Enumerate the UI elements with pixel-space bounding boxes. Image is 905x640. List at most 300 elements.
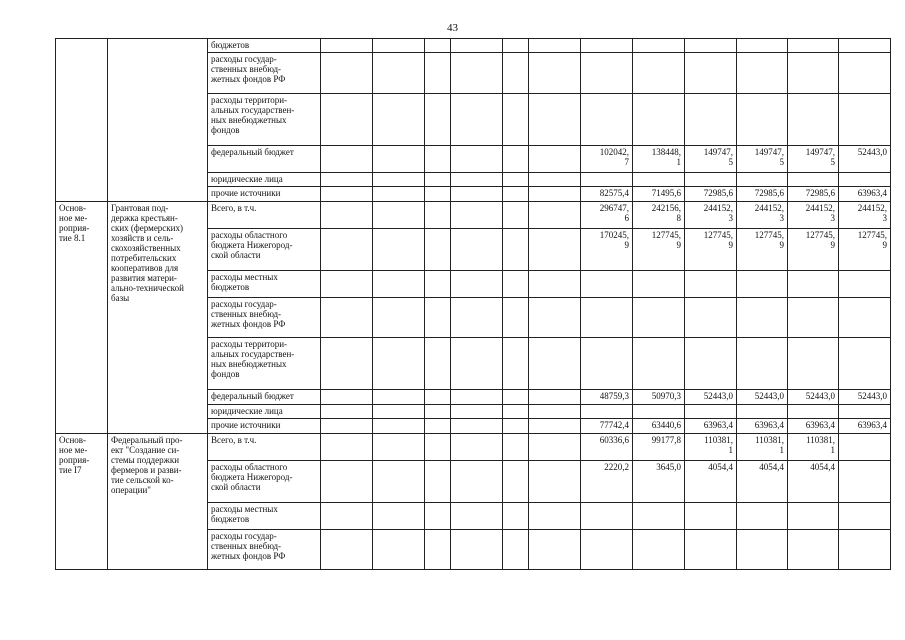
value-cell	[425, 405, 451, 419]
value-cell	[788, 419, 839, 434]
value-cell	[685, 94, 737, 146]
value-cell	[321, 229, 373, 271]
value-cell	[737, 405, 788, 419]
value-cell	[685, 461, 737, 503]
value-cell	[633, 419, 685, 434]
value-cell	[529, 298, 581, 338]
funding-source-label: расходы областного бюджета Нижегород- ской области	[211, 462, 293, 492]
value-cell	[788, 461, 839, 503]
value-cell	[503, 530, 529, 570]
value-cell	[581, 503, 633, 530]
value-cell	[839, 94, 891, 146]
funding-source-label: бюджетов	[211, 40, 250, 50]
value-cell	[451, 405, 503, 419]
value-cell	[321, 461, 373, 503]
value-text: 4054,4	[708, 462, 733, 472]
value-cell	[529, 390, 581, 405]
funding-source-cell	[208, 173, 321, 187]
value-text: 71495,6	[651, 188, 681, 198]
value-cell	[685, 530, 737, 570]
value-cell	[788, 146, 839, 173]
value-cell	[737, 202, 788, 229]
value-cell	[503, 503, 529, 530]
value-cell	[633, 338, 685, 390]
value-text: 72985,6	[703, 188, 733, 198]
value-text: 63963,4	[857, 420, 887, 430]
value-text: 77742,4	[599, 420, 629, 430]
value-text: 99177,8	[651, 435, 681, 445]
value-text: 2220,2	[604, 462, 629, 472]
value-cell	[788, 39, 839, 53]
value-text: 110381, 1	[755, 435, 784, 455]
value-text: 242156, 8	[651, 203, 681, 223]
value-text: 63963,4	[754, 420, 784, 430]
value-cell	[529, 530, 581, 570]
value-text: 244152, 3	[857, 203, 887, 223]
value-cell	[685, 434, 737, 461]
measure-title-cell	[108, 202, 208, 434]
value-text: 72985,6	[754, 188, 784, 198]
value-text: 127745, 9	[857, 230, 887, 250]
value-cell	[451, 146, 503, 173]
value-cell	[321, 146, 373, 173]
measure-title-cell	[108, 39, 208, 202]
value-cell	[451, 229, 503, 271]
value-cell	[373, 338, 425, 390]
value-cell	[373, 173, 425, 187]
value-cell	[788, 503, 839, 530]
value-cell	[373, 39, 425, 53]
value-cell	[425, 419, 451, 434]
value-text: 52443,0	[805, 391, 835, 401]
value-cell	[451, 173, 503, 187]
funding-source-cell	[208, 338, 321, 390]
value-cell	[451, 187, 503, 202]
funding-source-cell	[208, 530, 321, 570]
value-cell	[373, 503, 425, 530]
value-cell	[503, 298, 529, 338]
value-cell	[737, 94, 788, 146]
value-text: 110381, 1	[806, 435, 835, 455]
value-text: 296747, 6	[599, 203, 629, 223]
value-text: 244152, 3	[805, 203, 835, 223]
funding-source-label: юридические лица	[211, 406, 283, 416]
value-cell	[529, 434, 581, 461]
value-cell	[321, 271, 373, 298]
value-cell	[321, 419, 373, 434]
value-text: 48759,3	[599, 391, 629, 401]
value-cell	[633, 94, 685, 146]
value-cell	[581, 271, 633, 298]
value-cell	[633, 461, 685, 503]
value-text: 4054,4	[810, 462, 835, 472]
value-cell	[503, 187, 529, 202]
value-text: 63440,6	[651, 420, 681, 430]
value-cell	[737, 146, 788, 173]
value-cell	[788, 173, 839, 187]
value-text: 4054,4	[759, 462, 784, 472]
value-cell	[503, 461, 529, 503]
measure-title-cell	[108, 434, 208, 570]
value-cell	[788, 298, 839, 338]
value-cell	[321, 94, 373, 146]
value-cell	[839, 146, 891, 173]
value-cell	[451, 53, 503, 94]
value-cell	[373, 187, 425, 202]
funding-source-cell	[208, 298, 321, 338]
measure-label: Основ- ное ме- роприя- тие I7	[59, 435, 90, 475]
value-cell	[633, 271, 685, 298]
value-cell	[529, 503, 581, 530]
value-cell	[581, 53, 633, 94]
value-cell	[321, 503, 373, 530]
value-cell	[581, 461, 633, 503]
value-cell	[451, 94, 503, 146]
value-cell	[529, 146, 581, 173]
value-cell	[451, 338, 503, 390]
value-cell	[633, 53, 685, 94]
value-cell	[425, 271, 451, 298]
value-cell	[737, 298, 788, 338]
value-cell	[788, 390, 839, 405]
value-cell	[685, 39, 737, 53]
value-cell	[451, 434, 503, 461]
value-cell	[788, 405, 839, 419]
value-cell	[737, 530, 788, 570]
value-cell	[451, 39, 503, 53]
funding-source-label: прочие источники	[211, 420, 281, 430]
value-cell	[503, 173, 529, 187]
funding-source-label: расходы местных бюджетов	[211, 272, 278, 292]
value-cell	[321, 53, 373, 94]
value-cell	[321, 202, 373, 229]
value-cell	[788, 202, 839, 229]
value-cell	[633, 530, 685, 570]
value-cell	[685, 298, 737, 338]
value-cell	[503, 53, 529, 94]
funding-source-label: Всего, в т.ч.	[211, 435, 257, 445]
value-cell	[633, 187, 685, 202]
funding-source-cell	[208, 229, 321, 271]
measure-title: Федеральный про- ект "Создание си- стемы поддержки фермеров и разви- тие сельской ко- операции"	[111, 435, 183, 495]
value-cell	[581, 173, 633, 187]
value-cell	[529, 202, 581, 229]
value-cell	[529, 39, 581, 53]
measure-label: Основ- ное ме- роприя- тие 8.1	[59, 203, 90, 243]
value-cell	[373, 405, 425, 419]
value-cell	[839, 271, 891, 298]
table-row	[56, 434, 891, 461]
value-cell	[425, 187, 451, 202]
value-cell	[503, 202, 529, 229]
value-cell	[737, 434, 788, 461]
value-cell	[685, 271, 737, 298]
value-cell	[633, 390, 685, 405]
value-cell	[685, 405, 737, 419]
value-cell	[529, 94, 581, 146]
value-cell	[737, 53, 788, 94]
value-cell	[321, 338, 373, 390]
value-cell	[581, 187, 633, 202]
value-cell	[839, 338, 891, 390]
value-cell	[685, 338, 737, 390]
value-text: 3645,0	[656, 462, 681, 472]
value-cell	[737, 229, 788, 271]
budget-table	[55, 38, 891, 570]
value-text: 63963,4	[857, 188, 887, 198]
value-cell	[581, 146, 633, 173]
value-cell	[321, 434, 373, 461]
value-cell	[451, 419, 503, 434]
value-cell	[503, 271, 529, 298]
value-cell	[373, 229, 425, 271]
value-text: 102042, 7	[599, 147, 629, 167]
value-cell	[839, 503, 891, 530]
value-cell	[581, 94, 633, 146]
value-cell	[788, 53, 839, 94]
value-cell	[839, 419, 891, 434]
table-row	[56, 39, 891, 53]
funding-source-label: расходы государ- ственных внебюд- жетных фондов РФ	[211, 299, 286, 329]
value-text: 149747, 5	[754, 147, 784, 167]
value-cell	[425, 173, 451, 187]
value-cell	[581, 390, 633, 405]
value-text: 149747, 5	[805, 147, 835, 167]
funding-source-cell	[208, 503, 321, 530]
value-text: 52443,0	[703, 391, 733, 401]
value-cell	[503, 419, 529, 434]
value-cell	[737, 338, 788, 390]
value-cell	[503, 434, 529, 461]
value-cell	[425, 202, 451, 229]
value-cell	[581, 405, 633, 419]
value-cell	[451, 298, 503, 338]
value-cell	[373, 530, 425, 570]
value-cell	[321, 298, 373, 338]
value-cell	[839, 187, 891, 202]
value-cell	[685, 419, 737, 434]
value-cell	[685, 503, 737, 530]
value-cell	[839, 53, 891, 94]
value-cell	[581, 298, 633, 338]
value-cell	[451, 271, 503, 298]
measure-title: Грантовая под- держка крестьян- ских (фермерских) хозяйств и сель- скохозяйственных потребительских кооперативов для развития матери- ально-технической базы	[111, 203, 184, 303]
measure-cell	[56, 434, 108, 570]
funding-source-label: расходы местных бюджетов	[211, 504, 278, 524]
value-cell	[788, 271, 839, 298]
value-cell	[839, 202, 891, 229]
value-cell	[685, 187, 737, 202]
value-cell	[788, 94, 839, 146]
value-cell	[737, 173, 788, 187]
value-cell	[425, 461, 451, 503]
funding-source-label: прочие источники	[211, 188, 281, 198]
funding-source-label: расходы территори- альных государствен- ных внебюджетных фондов	[211, 339, 295, 379]
funding-source-label: расходы областного бюджета Нижегород- ской области	[211, 230, 293, 260]
value-cell	[321, 405, 373, 419]
value-cell	[839, 390, 891, 405]
funding-source-label: расходы государ- ственных внебюд- жетных фондов РФ	[211, 54, 286, 84]
value-text: 110381, 1	[704, 435, 733, 455]
funding-source-cell	[208, 461, 321, 503]
value-cell	[633, 39, 685, 53]
value-cell	[529, 187, 581, 202]
value-cell	[685, 390, 737, 405]
value-cell	[425, 94, 451, 146]
value-cell	[685, 146, 737, 173]
value-cell	[633, 173, 685, 187]
value-cell	[737, 271, 788, 298]
value-cell	[321, 187, 373, 202]
value-cell	[451, 461, 503, 503]
value-cell	[373, 53, 425, 94]
value-cell	[581, 229, 633, 271]
value-text: 138448, 1	[651, 147, 681, 167]
value-cell	[633, 434, 685, 461]
value-cell	[425, 530, 451, 570]
value-cell	[581, 434, 633, 461]
value-text: 127745, 9	[754, 230, 784, 250]
value-cell	[425, 229, 451, 271]
value-cell	[451, 390, 503, 405]
value-cell	[529, 271, 581, 298]
value-text: 82575,4	[599, 188, 629, 198]
value-cell	[788, 338, 839, 390]
value-cell	[839, 173, 891, 187]
value-cell	[529, 229, 581, 271]
value-text: 52443,0	[754, 391, 784, 401]
value-cell	[425, 146, 451, 173]
value-cell	[451, 202, 503, 229]
funding-source-cell	[208, 53, 321, 94]
value-cell	[839, 405, 891, 419]
funding-source-label: расходы государ- ственных внебюд- жетных фондов РФ	[211, 531, 286, 561]
funding-source-cell	[208, 187, 321, 202]
value-cell	[373, 390, 425, 405]
funding-source-cell	[208, 94, 321, 146]
value-cell	[839, 298, 891, 338]
value-cell	[581, 419, 633, 434]
table-row	[56, 202, 891, 229]
measure-cell	[56, 39, 108, 202]
funding-source-label: федеральный бюджет	[211, 147, 294, 157]
funding-source-cell	[208, 405, 321, 419]
value-cell	[451, 503, 503, 530]
value-cell	[425, 39, 451, 53]
value-cell	[503, 229, 529, 271]
value-cell	[425, 53, 451, 94]
value-cell	[373, 461, 425, 503]
value-text: 244152, 3	[703, 203, 733, 223]
value-cell	[503, 146, 529, 173]
value-cell	[373, 271, 425, 298]
value-cell	[737, 419, 788, 434]
value-cell	[503, 390, 529, 405]
value-cell	[685, 173, 737, 187]
value-cell	[529, 173, 581, 187]
value-cell	[373, 202, 425, 229]
funding-source-label: федеральный бюджет	[211, 391, 294, 401]
value-text: 63963,4	[805, 420, 835, 430]
value-cell	[425, 338, 451, 390]
value-cell	[633, 146, 685, 173]
value-cell	[839, 461, 891, 503]
value-cell	[633, 503, 685, 530]
funding-source-label: Всего, в т.ч.	[211, 203, 257, 213]
value-text: 60336,6	[599, 435, 629, 445]
value-cell	[425, 503, 451, 530]
value-cell	[839, 434, 891, 461]
value-cell	[737, 187, 788, 202]
value-text: 127745, 9	[805, 230, 835, 250]
value-cell	[737, 461, 788, 503]
value-cell	[633, 202, 685, 229]
value-cell	[737, 503, 788, 530]
value-cell	[581, 202, 633, 229]
value-text: 52443,0	[857, 391, 887, 401]
value-cell	[839, 229, 891, 271]
funding-source-cell	[208, 390, 321, 405]
value-cell	[839, 39, 891, 53]
value-text: 149747, 5	[703, 147, 733, 167]
funding-source-cell	[208, 271, 321, 298]
value-cell	[425, 298, 451, 338]
value-cell	[373, 419, 425, 434]
value-text: 72985,6	[805, 188, 835, 198]
funding-source-label: расходы территори- альных государствен- ных внебюджетных фондов	[211, 95, 295, 135]
value-cell	[633, 229, 685, 271]
value-cell	[788, 187, 839, 202]
funding-source-cell	[208, 434, 321, 461]
value-cell	[737, 390, 788, 405]
value-cell	[503, 405, 529, 419]
value-cell	[321, 39, 373, 53]
funding-source-cell	[208, 202, 321, 229]
value-cell	[788, 229, 839, 271]
funding-source-cell	[208, 39, 321, 53]
value-cell	[529, 405, 581, 419]
value-cell	[503, 39, 529, 53]
value-cell	[633, 298, 685, 338]
value-cell	[321, 173, 373, 187]
value-text: 170245, 9	[599, 230, 629, 250]
value-cell	[685, 202, 737, 229]
value-cell	[529, 461, 581, 503]
value-cell	[321, 530, 373, 570]
funding-source-cell	[208, 419, 321, 434]
value-cell	[425, 434, 451, 461]
value-cell	[451, 530, 503, 570]
value-cell	[685, 229, 737, 271]
value-cell	[529, 338, 581, 390]
value-cell	[685, 53, 737, 94]
funding-source-cell	[208, 146, 321, 173]
value-cell	[503, 94, 529, 146]
value-cell	[633, 405, 685, 419]
value-cell	[373, 146, 425, 173]
value-cell	[529, 53, 581, 94]
value-text: 63963,4	[703, 420, 733, 430]
value-cell	[788, 434, 839, 461]
page-number: 43	[447, 22, 458, 34]
value-text: 50970,3	[651, 391, 681, 401]
value-text: 52443,0	[857, 147, 887, 157]
value-cell	[373, 298, 425, 338]
value-text: 127745, 9	[651, 230, 681, 250]
value-text: 244152, 3	[754, 203, 784, 223]
value-cell	[737, 39, 788, 53]
value-cell	[529, 419, 581, 434]
